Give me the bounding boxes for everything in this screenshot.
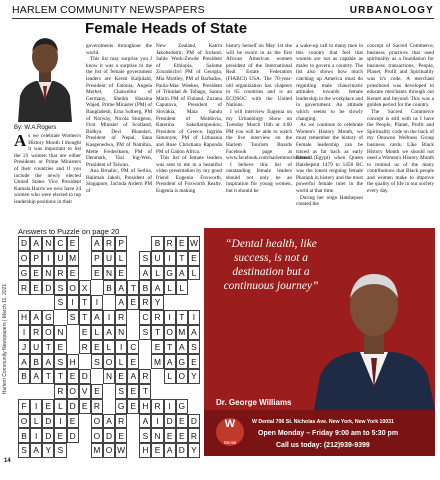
grid-letter-cell: L [151,266,163,281]
grid-letter-cell: R [151,399,163,414]
grid-blank-cell [91,369,103,384]
grid-blank-cell [103,399,115,414]
grid-blank-cell [164,384,176,399]
grid-blank-cell [103,295,115,310]
grid-letter-cell: M [91,443,103,458]
article-paragraph: governments throughout the world. [86,43,152,56]
grid-letter-cell: E [54,340,66,355]
grid-letter-cell: N [42,266,54,281]
grid-letter-cell: L [54,399,66,414]
grid-letter-cell: O [18,414,30,429]
grid-letter-cell: E [176,428,188,443]
grid-blank-cell [30,295,42,310]
grid-blank-cell [79,443,91,458]
grid-letter-cell: R [151,310,163,325]
grid-letter-cell: D [188,414,200,429]
grid-letter-cell: E [67,266,79,281]
grid-letter-cell: A [139,266,151,281]
grid-letter-cell: E [127,399,139,414]
section-title: URBANOLOGY [349,5,434,16]
grid-letter-cell: R [103,236,115,251]
page-number: 14 [4,458,11,464]
grid-blank-cell [42,384,54,399]
article-column-6 [367,43,434,223]
grid-letter-cell: N [42,236,54,251]
drop-cap: A [14,131,27,150]
grid-letter-cell: A [91,310,103,325]
grid-letter-cell: F [18,399,30,414]
grid-blank-cell [91,280,103,295]
grid-letter-cell: D [79,369,91,384]
grid-letter-cell: A [103,325,115,340]
page-header [12,3,434,19]
grid-letter-cell: B [30,354,42,369]
grid-letter-cell: L [164,280,176,295]
grid-letter-cell: A [188,325,200,340]
grid-blank-cell [151,384,163,399]
ad-quote: “Dental health, like success, is not a destination but a continuous journey” [223,238,319,292]
grid-letter-cell: A [127,369,139,384]
grid-blank-cell [188,295,200,310]
grid-letter-cell: E [91,266,103,281]
grid-blank-cell [79,414,91,429]
dental-advertisement[interactable] [204,228,435,456]
grid-letter-cell: H [18,310,30,325]
grid-blank-cell [127,414,139,429]
grid-blank-cell [54,310,66,325]
grid-letter-cell: E [188,354,200,369]
grid-letter-cell: N [151,428,163,443]
grid-letter-cell: B [139,280,151,295]
grid-letter-cell: R [79,340,91,355]
grid-blank-cell [67,325,79,340]
grid-letter-cell: I [91,295,103,310]
grid-letter-cell: B [18,428,30,443]
grid-letter-cell: E [54,428,66,443]
grid-letter-cell: I [54,414,66,429]
grid-letter-cell: R [139,295,151,310]
grid-letter-cell: L [103,340,115,355]
grid-blank-cell [79,236,91,251]
grid-letter-cell: G [115,399,127,414]
grid-letter-cell: E [30,266,42,281]
publication-name: HARLEM COMMUNITY NEWSPAPERS [12,4,205,16]
grid-letter-cell: T [42,369,54,384]
grid-letter-cell: T [164,340,176,355]
grid-letter-cell: C [127,340,139,355]
logo-wordmark: Dental [223,440,237,445]
grid-letter-cell: A [164,354,176,369]
grid-blank-cell [127,443,139,458]
grid-letter-cell: M [151,354,163,369]
grid-letter-cell: N [103,266,115,281]
grid-letter-cell: O [103,443,115,458]
article-column-2 [86,43,152,223]
grid-letter-cell: E [176,236,188,251]
grid-letter-cell: X [79,280,91,295]
grid-letter-cell: A [30,443,42,458]
grid-letter-cell: D [42,428,54,443]
article-column-5 [296,43,363,223]
grid-letter-cell: E [127,384,139,399]
grid-letter-cell: J [18,340,30,355]
grid-letter-cell: T [54,369,66,384]
grid-blank-cell [127,266,139,281]
grid-letter-cell: R [115,310,127,325]
grid-letter-cell: A [164,443,176,458]
grid-letter-cell: E [67,369,79,384]
grid-letter-cell: A [176,340,188,355]
grid-letter-cell: G [18,266,30,281]
grid-letter-cell: A [30,369,42,384]
grid-blank-cell [188,280,200,295]
article-paragraph: New Zealand, Katrin Jakobsdottir, PM of Iceland, Sahle Work-Zewde President of Ethiopia, Salome Zourabichvi PM of Georgia, Mia Mottley, PM of Barbados, Paula-Mae Weekes, President of Trinidad & Tobago, Sanna Marin PM of Finland, Zuzana Caputova, President of Slovakia, Maia Sandu President of Moldovia, Katerina Sakellaropoulou, President of Greece, Ingrida Simonyte, PM of Lithuania and Rose Christiana Raponda PM of Gabon Africa. [156,43,222,155]
grid-letter-cell: P [30,251,42,266]
grid-letter-cell: L [164,369,176,384]
running-foot-text: Harlem Community Newspapers | March 11, 2021 [2,283,8,395]
grid-blank-cell [127,428,139,443]
grid-blank-cell [127,251,139,266]
grid-letter-cell: A [139,414,151,429]
grid-blank-cell [18,295,30,310]
grid-letter-cell: E [164,428,176,443]
article-paragraph: I believe this list of outstanding female leaders should not only be an inspiration for young women, but it should be [226,161,292,195]
author-photo [14,24,76,122]
grid-letter-cell: C [54,236,66,251]
grid-letter-cell: G [42,310,54,325]
grid-blank-cell [139,354,151,369]
article-headline: Female Heads of State [85,20,248,37]
puzzle-title: Answers to Puzzle on page 20 [18,227,120,236]
grid-blank-cell [42,295,54,310]
article-paragraph: During her reign Hatshepsut created the [296,194,363,208]
grid-letter-cell: D [42,280,54,295]
doctor-name: Dr. George Williams [216,398,292,407]
grid-letter-cell: T [151,325,163,340]
grid-letter-cell: A [42,354,54,369]
grid-blank-cell [176,295,188,310]
grid-letter-cell: R [91,399,103,414]
grid-letter-cell: I [18,325,30,340]
grid-blank-cell [176,384,188,399]
grid-letter-cell: E [115,369,127,384]
grid-letter-cell: W [188,236,200,251]
grid-letter-cell: E [91,340,103,355]
grid-letter-cell: R [188,428,200,443]
article-paragraph: This list may surprise you I know it was a surprise to me the list of female government leaders are Kersti Kaljulaid, President of Estonia, Angela Merkel, Chancellor of Germany, Sheikh Hasaina Wajed, Prime Minister (PM) of Bangladesh, Erna Solberg, PM of Norway, Nicola Sturgeon, First Minister of Scotland, Bidhya Devi Bhandari, President of Nepal, Sana Kasgenedwa, PM of Namibia, Mette Frederiksen, PM of Denmark, Tsai Ing-Wen, President of Taiwan. [86,56,152,168]
grid-letter-cell: L [115,354,127,369]
grid-letter-cell: R [18,280,30,295]
grid-blank-cell [188,384,200,399]
grid-letter-cell: E [91,384,103,399]
grid-letter-cell: L [115,251,127,266]
grid-letter-cell: N [115,325,127,340]
grid-letter-cell: Y [42,443,54,458]
grid-letter-cell: E [176,414,188,429]
grid-letter-cell: E [151,340,163,355]
grid-letter-cell: T [127,280,139,295]
grid-letter-cell: T [176,310,188,325]
grid-letter-cell: S [139,428,151,443]
article-paragraph: I will interview Eugenia on my Urbanology Show on Tuesday March 16th at 4:00 PM you will be able to watch the live interview on the Harlem Tourism Boards Facebook page at www.facebook.com/harlemtourismboard. [226,108,314,162]
grid-letter-cell: D [67,399,79,414]
grid-blank-cell [30,384,42,399]
grid-letter-cell: T [176,251,188,266]
grid-letter-cell: A [30,310,42,325]
crossword-grid [18,236,200,458]
grid-letter-cell: U [103,251,115,266]
article-paragraph: This list of female leaders was sent to me in a beautiful video presentation by my good friend Eugenia Foxworth, President of Foxworth Realty. Eugenia is making [156,155,222,195]
grid-letter-cell: O [176,369,188,384]
grid-letter-cell: I [151,414,163,429]
grid-blank-cell [79,266,91,281]
grid-blank-cell [164,295,176,310]
grid-letter-cell: I [30,399,42,414]
grid-letter-cell: E [127,295,139,310]
grid-letter-cell: O [91,428,103,443]
grid-letter-cell: G [176,399,188,414]
grid-letter-cell: S [54,295,66,310]
grid-letter-cell: S [54,443,66,458]
article-paragraph: As we continue to celebrate Women's History Month, we must remember the history of Female leadership can be traced as far back as early Kemet (Egypt) when Queen Hatshepsut 1479 to 1458 BC was the lonest reigning female Pharaoh in history and the most powerful female ruler in the world at that time. [296,122,363,195]
grid-letter-cell: S [188,340,200,355]
grid-letter-cell: O [67,384,79,399]
grid-letter-cell: E [67,414,79,429]
grid-letter-cell: A [103,414,115,429]
grid-letter-cell: Y [188,443,200,458]
grid-letter-cell: R [164,236,176,251]
grid-letter-cell: I [67,295,79,310]
grid-blank-cell [79,428,91,443]
grid-letter-cell: D [164,414,176,429]
grid-blank-cell [18,384,30,399]
grid-letter-cell: I [30,428,42,443]
grid-letter-cell: U [151,251,163,266]
article-column-4 [226,43,314,223]
grid-letter-cell: W [115,443,127,458]
grid-letter-cell: O [91,414,103,429]
grid-blank-cell [151,369,163,384]
grid-letter-cell: E [127,354,139,369]
grid-letter-cell: A [30,236,42,251]
grid-letter-cell: R [115,414,127,429]
grid-letter-cell: V [79,384,91,399]
grid-blank-cell [188,399,200,414]
grid-letter-cell: D [42,414,54,429]
grid-letter-cell: L [91,325,103,340]
grid-letter-cell: E [42,399,54,414]
grid-letter-cell: I [103,310,115,325]
grid-letter-cell: B [151,236,163,251]
grid-letter-cell: R [54,266,66,281]
grid-blank-cell [79,354,91,369]
grid-letter-cell: E [115,266,127,281]
article-column-3 [156,43,222,223]
grid-letter-cell: T [79,295,91,310]
grid-letter-cell: P [115,236,127,251]
running-foot [0,239,10,439]
grid-letter-cell: T [42,340,54,355]
grid-letter-cell: L [176,280,188,295]
grid-letter-cell: A [91,236,103,251]
grid-letter-cell: R [54,384,66,399]
grid-blank-cell [67,340,79,355]
grid-letter-cell: L [188,266,200,281]
grid-blank-cell [139,236,151,251]
grid-letter-cell: C [139,310,151,325]
grid-letter-cell: D [67,428,79,443]
grid-letter-cell: S [67,310,79,325]
grid-letter-cell: E [30,280,42,295]
grid-letter-cell: S [18,443,30,458]
grid-blank-cell [139,340,151,355]
article-paragraph: s we celebrate Women's History Month I thought it was important to list the 23 women that are either Presidents or Prime Ministers of their countries and if you include the newly elected United States Vice President Kamala Harris we now have 24 women who were elected to top leadership positions in their [14,133,81,205]
grid-blank-cell [79,251,91,266]
grid-letter-cell: M [67,251,79,266]
article-paragraph: The Sacred Commerce concept is still with us I have the People, Planet, Profit and Spirituality code on the back of my Onuwon Wellness Group business cards. Like Black History Month we should not need a Women's History Month to remind us of the many contributions that Black people and women make to improve the quality of life in our society every day. [367,108,434,195]
grid-letter-cell: D [103,428,115,443]
grid-letter-cell: S [54,354,66,369]
grid-letter-cell: H [139,399,151,414]
grid-letter-cell: R [30,325,42,340]
grid-letter-cell: A [115,280,127,295]
grid-letter-cell: N [54,325,66,340]
w-dental-logo-icon: W [224,418,236,430]
grid-letter-cell: E [115,428,127,443]
grid-letter-cell: E [79,399,91,414]
grid-letter-cell: O [42,325,54,340]
grid-letter-cell: B [18,369,30,384]
grid-letter-cell: A [115,295,127,310]
grid-blank-cell [67,443,79,458]
grid-letter-cell: O [18,251,30,266]
grid-blank-cell [103,384,115,399]
grid-letter-cell: A [176,266,188,281]
grid-letter-cell: A [18,354,30,369]
article-paragraph: Ana Brnabic, PM of Serbia, Halimah Jakob, President of Singapore, Jacinda Ardern PM of [86,168,152,195]
grid-letter-cell: Y [188,369,200,384]
grid-blank-cell [127,236,139,251]
grid-letter-cell: I [164,251,176,266]
grid-letter-cell: E [79,325,91,340]
grid-letter-cell: G [164,266,176,281]
grid-letter-cell: H [139,443,151,458]
byline: By: W.A.Rogers [14,125,57,131]
grid-letter-cell: O [103,354,115,369]
grid-letter-cell: O [67,280,79,295]
grid-letter-cell: E [67,236,79,251]
grid-letter-cell: D [176,443,188,458]
grid-letter-cell: H [67,354,79,369]
grid-blank-cell [127,325,139,340]
grid-blank-cell [127,310,139,325]
article-column-1 [14,133,81,223]
grid-letter-cell: T [79,310,91,325]
grid-letter-cell: U [30,340,42,355]
ad-hours: Open Monday – Friday 9:00 am to 5:30 pm [258,430,399,437]
grid-letter-cell: G [176,354,188,369]
grid-letter-cell: P [91,251,103,266]
grid-letter-cell: Y [151,295,163,310]
grid-letter-cell: D [18,236,30,251]
grid-letter-cell: O [164,325,176,340]
article-paragraph: a wake-up call to many men in this country that feel that women are not as capable as males to govern a country. The list also shows how much catching up America must do regarding male chauvinistic attitudes towards female leadership in the workplace and in government. An attitude which seems to be slowly changing. [296,43,363,122]
grid-letter-cell: U [54,251,66,266]
grid-letter-cell: M [176,325,188,340]
grid-letter-cell: S [139,251,151,266]
grid-letter-cell: I [164,399,176,414]
grid-letter-cell: I [164,310,176,325]
ad-address: W Dental 706 St. Nicholas Ave. New York, New York 10031 [252,419,394,425]
grid-letter-cell: I [42,251,54,266]
grid-letter-cell: I [115,340,127,355]
grid-letter-cell: I [188,310,200,325]
grid-letter-cell: R [139,369,151,384]
grid-letter-cell: S [91,354,103,369]
grid-letter-cell: L [30,414,42,429]
grid-letter-cell: N [103,369,115,384]
article-paragraph: concept of Sacred Commerce, business practices that used spirituality as a foundation for business transactions, People, Planet, Profit and Spirituality was it's code. A merchant priesthood was developed to educate merchants through out Kemet and beyond. This was a golden period for the country. [367,43,434,109]
grid-letter-cell: S [139,325,151,340]
article-paragraph: history herself on May 1st she will be sworn in as the first African American women president of the International Real Estate Federation (FIABCI) USA. The 70-year-old organization has chapters in 65 countries and is an ECOSOC with the United Nations. [226,43,292,109]
ad-phone[interactable]: Call us today: (212)939-9399 [276,442,370,449]
grid-letter-cell: B [103,280,115,295]
grid-letter-cell: E [188,251,200,266]
grid-letter-cell: S [115,384,127,399]
grid-letter-cell: T [139,384,151,399]
grid-letter-cell: E [151,443,163,458]
grid-letter-cell: A [151,280,163,295]
grid-letter-cell: S [54,280,66,295]
